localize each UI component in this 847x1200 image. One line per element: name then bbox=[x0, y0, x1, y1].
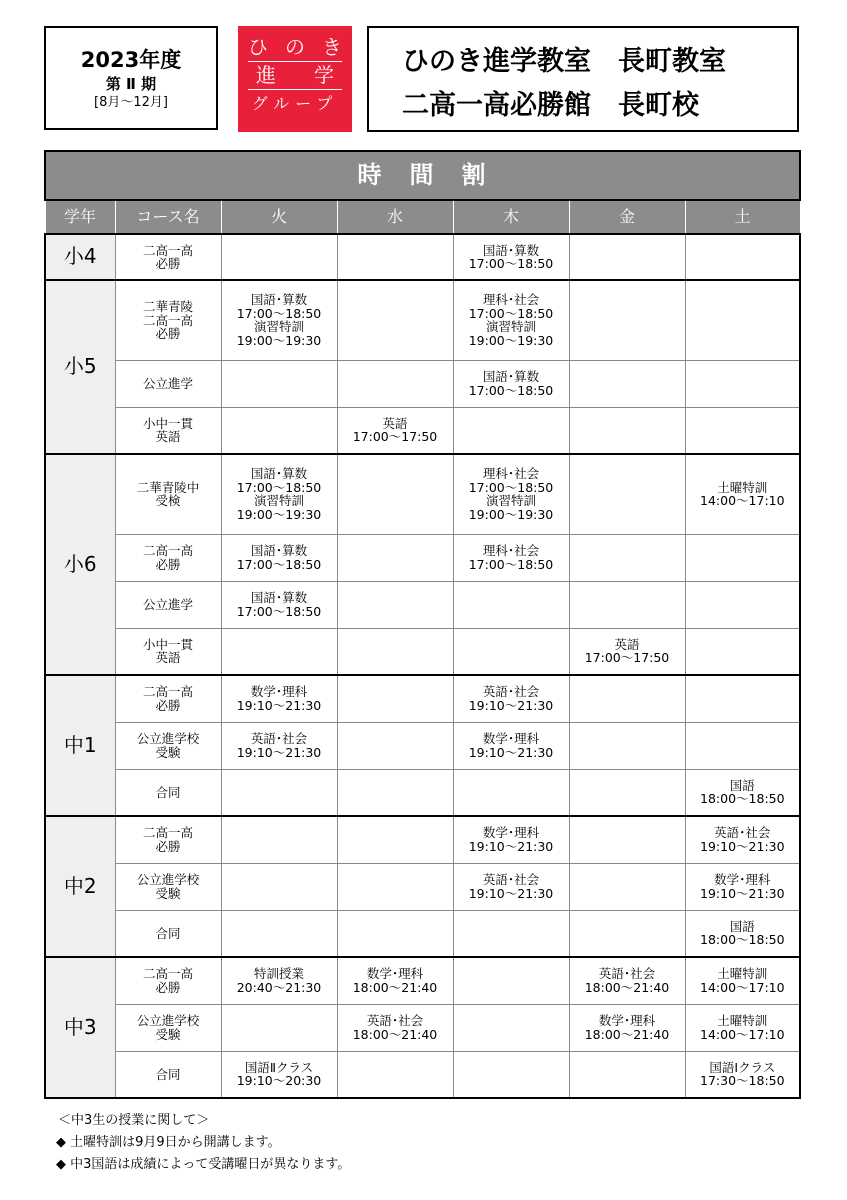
schedule-cell bbox=[337, 280, 453, 360]
schedule-cell bbox=[569, 234, 685, 280]
course-name: 小中一貫 英語 bbox=[115, 407, 221, 454]
schedule-cell: 国語 18:00～18:50 bbox=[685, 769, 800, 816]
school-name-2: 二高一高必勝館 長町校 bbox=[402, 90, 699, 121]
schedule-cell bbox=[337, 234, 453, 280]
timetable-row bbox=[45, 910, 800, 957]
schedule-cell: 数学･理科 18:00～21:40 bbox=[337, 957, 453, 1004]
logo-line-3: グループ bbox=[251, 94, 339, 113]
schedule-cell: 理科･社会 17:00～18:50 bbox=[453, 534, 569, 581]
timetable-row bbox=[45, 454, 800, 534]
schedule-cell bbox=[569, 407, 685, 454]
schedule-cell bbox=[685, 407, 800, 454]
course-name: 二華青陵 二高一高 必勝 bbox=[115, 280, 221, 360]
schedule-cell bbox=[685, 280, 800, 360]
grade-label: 中3 bbox=[45, 957, 115, 1098]
schedule-cell bbox=[221, 234, 337, 280]
logo-line-1: ひ の き bbox=[248, 34, 342, 62]
schedule-cell: 英語･社会 18:00～21:40 bbox=[569, 957, 685, 1004]
schedule-cell bbox=[337, 722, 453, 769]
schedule-cell bbox=[221, 1004, 337, 1051]
schedule-cell bbox=[685, 581, 800, 628]
schedule-cell bbox=[221, 407, 337, 454]
course-name: 二高一高 必勝 bbox=[115, 534, 221, 581]
column-header: 火 bbox=[221, 200, 337, 234]
grade-label: 小4 bbox=[45, 234, 115, 280]
timetable-row bbox=[45, 957, 800, 1004]
schedule-cell: 数学･理科 19:10～21:30 bbox=[685, 863, 800, 910]
schedule-cell bbox=[453, 628, 569, 675]
schedule-cell bbox=[453, 769, 569, 816]
timetable-title: 時 間 割 bbox=[45, 151, 800, 200]
column-header: 土 bbox=[685, 200, 800, 234]
notes bbox=[58, 1110, 350, 1176]
schedule-cell: 数学･理科 18:00～21:40 bbox=[569, 1004, 685, 1051]
schedule-cell bbox=[569, 816, 685, 863]
schedule-cell: 英語･社会 19:10～21:30 bbox=[685, 816, 800, 863]
column-header: 学年 bbox=[45, 200, 115, 234]
schedule-cell: 数学･理科 19:10～21:30 bbox=[453, 722, 569, 769]
schedule-cell bbox=[685, 234, 800, 280]
column-header: 木 bbox=[453, 200, 569, 234]
course-name: 合同 bbox=[115, 769, 221, 816]
course-name: 二華青陵中 受検 bbox=[115, 454, 221, 534]
schedule-cell bbox=[337, 769, 453, 816]
schedule-cell bbox=[569, 675, 685, 722]
schedule-cell bbox=[221, 628, 337, 675]
schedule-cell: 特訓授業 20:40～21:30 bbox=[221, 957, 337, 1004]
course-name: 小中一貫 英語 bbox=[115, 628, 221, 675]
schedule-cell: 英語･社会 19:10～21:30 bbox=[453, 675, 569, 722]
timetable-row bbox=[45, 1051, 800, 1098]
schedule-cell: 国語Ⅱクラス 19:10～20:30 bbox=[221, 1051, 337, 1098]
grade-label: 中1 bbox=[45, 675, 115, 816]
schedule-cell: 土曜特訓 14:00～17:10 bbox=[685, 454, 800, 534]
grade-label: 小5 bbox=[45, 280, 115, 454]
schedule-cell bbox=[453, 957, 569, 1004]
term-year: 2023年度 bbox=[80, 48, 182, 72]
schedule-cell: 国語･算数 17:00～18:50 演習特訓 19:00～19:30 bbox=[221, 454, 337, 534]
schedule-cell: 国語･算数 17:00～18:50 bbox=[221, 581, 337, 628]
schedule-cell: 英語 17:00～17:50 bbox=[337, 407, 453, 454]
timetable-row bbox=[45, 1004, 800, 1051]
timetable-row bbox=[45, 769, 800, 816]
schedule-cell bbox=[685, 360, 800, 407]
schedule-cell: 国語Ⅰクラス 17:30～18:50 bbox=[685, 1051, 800, 1098]
logo-line-2: 進 学 bbox=[248, 62, 342, 90]
schedule-cell bbox=[569, 1051, 685, 1098]
schedule-cell bbox=[337, 675, 453, 722]
timetable-row bbox=[45, 234, 800, 280]
timetable-row bbox=[45, 722, 800, 769]
note-item: ◆ 中3国語は成績によって受講曜日が異なります。 bbox=[56, 1157, 351, 1172]
schedule-cell bbox=[221, 910, 337, 957]
schedule-cell bbox=[453, 407, 569, 454]
schedule-cell bbox=[453, 1004, 569, 1051]
course-name: 公立進学校 受験 bbox=[115, 863, 221, 910]
schedule-cell bbox=[337, 534, 453, 581]
timetable-row bbox=[45, 863, 800, 910]
timetable-row bbox=[45, 675, 800, 722]
timetable-row bbox=[45, 407, 800, 454]
schedule-cell: 国語 18:00～18:50 bbox=[685, 910, 800, 957]
course-name: 二高一高 必勝 bbox=[115, 816, 221, 863]
schedule-cell bbox=[453, 1051, 569, 1098]
schedule-cell bbox=[569, 722, 685, 769]
course-name: 二高一高 必勝 bbox=[115, 675, 221, 722]
schedule-cell bbox=[569, 910, 685, 957]
schedule-cell bbox=[685, 675, 800, 722]
schedule-cell bbox=[221, 769, 337, 816]
course-name: 公立進学 bbox=[115, 581, 221, 628]
course-name: 合同 bbox=[115, 910, 221, 957]
schedule-cell bbox=[337, 581, 453, 628]
term-months: [8月～12月] bbox=[94, 95, 168, 110]
timetable-row bbox=[45, 280, 800, 360]
hinoki-logo bbox=[238, 26, 352, 132]
school-name-box bbox=[367, 26, 799, 132]
schedule-cell bbox=[221, 360, 337, 407]
schedule-cell bbox=[337, 816, 453, 863]
course-name: 二高一高 必勝 bbox=[115, 234, 221, 280]
timetable-row bbox=[45, 816, 800, 863]
column-header: 金 bbox=[569, 200, 685, 234]
school-name-1: ひのき進学教室 長町教室 bbox=[402, 46, 726, 77]
schedule-cell: 英語･社会 18:00～21:40 bbox=[337, 1004, 453, 1051]
schedule-cell bbox=[569, 581, 685, 628]
timetable-row bbox=[45, 360, 800, 407]
schedule-cell: 英語･社会 19:10～21:30 bbox=[221, 722, 337, 769]
course-name: 公立進学校 受験 bbox=[115, 1004, 221, 1051]
schedule-cell bbox=[685, 534, 800, 581]
schedule-cell bbox=[453, 581, 569, 628]
timetable-row bbox=[45, 628, 800, 675]
schedule-cell bbox=[569, 534, 685, 581]
schedule-cell bbox=[569, 863, 685, 910]
schedule-cell bbox=[569, 360, 685, 407]
schedule-cell bbox=[221, 863, 337, 910]
timetable-row bbox=[45, 534, 800, 581]
grade-label: 中2 bbox=[45, 816, 115, 957]
schedule-cell bbox=[337, 863, 453, 910]
schedule-cell bbox=[221, 816, 337, 863]
schedule-cell: 土曜特訓 14:00～17:10 bbox=[685, 1004, 800, 1051]
schedule-cell bbox=[685, 628, 800, 675]
schedule-cell: 国語･算数 17:00～18:50 演習特訓 19:00～19:30 bbox=[221, 280, 337, 360]
grade-label: 小6 bbox=[45, 454, 115, 675]
schedule-cell bbox=[685, 722, 800, 769]
column-header: コース名 bbox=[115, 200, 221, 234]
term-box bbox=[44, 26, 218, 130]
schedule-cell bbox=[569, 454, 685, 534]
schedule-cell bbox=[337, 910, 453, 957]
schedule-cell bbox=[569, 769, 685, 816]
schedule-cell: 数学･理科 19:10～21:30 bbox=[221, 675, 337, 722]
schedule-cell: 理科･社会 17:00～18:50 演習特訓 19:00～19:30 bbox=[453, 280, 569, 360]
schedule-cell bbox=[337, 360, 453, 407]
course-name: 二高一高 必勝 bbox=[115, 957, 221, 1004]
schedule-cell: 国語･算数 17:00～18:50 bbox=[453, 234, 569, 280]
schedule-cell: 国語･算数 17:00～18:50 bbox=[221, 534, 337, 581]
schedule-cell: 英語･社会 19:10～21:30 bbox=[453, 863, 569, 910]
timetable bbox=[44, 150, 801, 1099]
schedule-cell bbox=[337, 454, 453, 534]
course-name: 公立進学 bbox=[115, 360, 221, 407]
schedule-cell bbox=[569, 280, 685, 360]
schedule-cell: 国語･算数 17:00～18:50 bbox=[453, 360, 569, 407]
schedule-cell bbox=[337, 628, 453, 675]
course-name: 合同 bbox=[115, 1051, 221, 1098]
notes-heading: ＜中3生の授業に関して＞ bbox=[58, 1113, 210, 1128]
term-period: 第 Ⅱ 期 bbox=[105, 75, 157, 93]
column-header: 水 bbox=[337, 200, 453, 234]
schedule-cell: 理科･社会 17:00～18:50 演習特訓 19:00～19:30 bbox=[453, 454, 569, 534]
schedule-cell: 数学･理科 19:10～21:30 bbox=[453, 816, 569, 863]
schedule-cell: 土曜特訓 14:00～17:10 bbox=[685, 957, 800, 1004]
schedule-cell: 英語 17:00～17:50 bbox=[569, 628, 685, 675]
schedule-cell bbox=[337, 1051, 453, 1098]
schedule-cell bbox=[453, 910, 569, 957]
course-name: 公立進学校 受験 bbox=[115, 722, 221, 769]
timetable-row bbox=[45, 581, 800, 628]
note-item: ◆ 土曜特訓は9月9日から開講します。 bbox=[56, 1135, 281, 1150]
